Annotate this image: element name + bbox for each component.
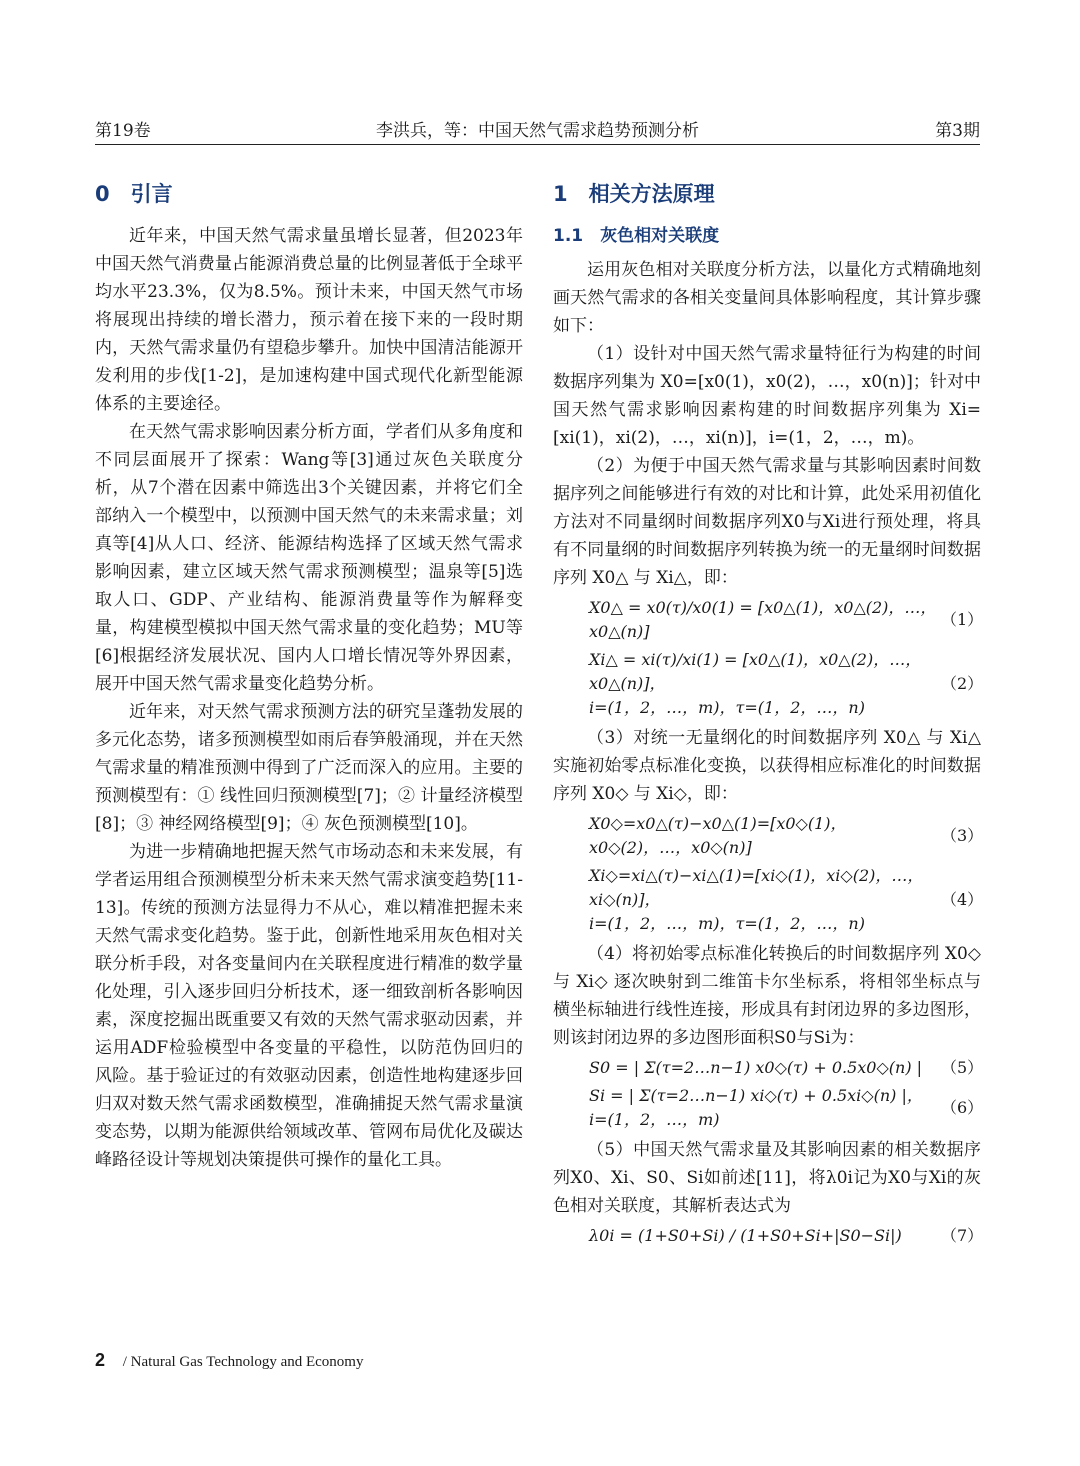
equation-expression [589, 648, 941, 720]
section-heading-introduction: 0 引言 [95, 182, 173, 206]
volume-label: 第19卷 [95, 121, 151, 141]
equation-line: i=(1，2，…，m)，τ=(1，2，…，n) [589, 914, 865, 933]
equation-number: （7） [941, 1226, 984, 1245]
equation-line: Xi△ = xi(τ)/xi(1) = [x0△(1)，x0△(2)，…，x0△(n)]， [589, 650, 922, 693]
equation-number: （1） [941, 610, 984, 629]
equation-2 [553, 648, 984, 720]
journal-name: / Natural Gas Technology and Economy [122, 1354, 364, 1370]
equation-expression: S0 = | Σ(τ=2…n−1) x0◇(τ) + 0.5x0◇(n) | [589, 1058, 923, 1077]
method-paragraph: （2）为便于中国天然气需求量与其影响因素时间数据序列之间能够进行有效的对比和计算，此处采用初值化方法对不同量纲时间数据序列X0与Xi进行预处理，将具有不同量纲的时间数据序列转换为统一的无量纲时间数据序列 X0△ 与 Xi△，即： [553, 456, 981, 588]
left-column [95, 176, 523, 1174]
intro-paragraph: 为进一步精确地把握天然气市场动态和未来发展，有学者运用组合预测模型分析未来天然气需求演变趋势[11-13]。传统的预测方法显得力不从心，难以精准把握未来天然气需求变化趋势。鉴于此，创新性地采用灰色相对关联分析手段，对各变量间内在关联程度进行精准的数学量化处理，引入逐步回归分析技术，逐一细致剖析各影响因素，深度挖掘出既重要又有效的天然气需求驱动因素，并运用ADF检验模型中各变量的平稳性，以防范伪回归的风险。基于验证过的有效驱动因素，创造性地构建逐步回归双对数天然气需求函数模型，准确捕捉天然气需求量演变态势，以期为能源供给领域改革、管网布局优化及碳达峰路径设计等规划决策提供可操作的量化工具。 [95, 842, 523, 1170]
method-paragraph: 运用灰色相对关联度分析方法，以量化方式精确地刻画天然气需求的各相关变量间具体影响程度，其计算步骤如下： [553, 260, 981, 336]
method-paragraph: （3）对统一无量纲化的时间数据序列 X0△ 与 Xi△ 实施初始零点标准化变换，以获得相应标准化的时间数据序列 X0◇ 与 Xi◇，即： [553, 728, 981, 804]
page-number: 2 [95, 1350, 106, 1370]
equation-line: i=(1，2，…，m)，τ=(1，2，…，n) [589, 698, 865, 717]
equation-1 [553, 596, 984, 644]
section-heading-methods: 1 相关方法原理 [553, 182, 715, 206]
equation-expression: X0△ = x0(τ)/x0(1) = [x0△(1)，x0△(2)，…，x0△(n)] [589, 598, 937, 641]
equation-expression [589, 864, 941, 936]
issue-label: 第3期 [935, 121, 980, 141]
equation-4 [553, 864, 984, 936]
equation-number: （6） [941, 1098, 984, 1117]
equation-5 [553, 1056, 984, 1080]
equation-number: （4） [941, 890, 984, 909]
running-header [95, 110, 980, 145]
subsection-heading: 1.1 灰色相对关联度 [553, 226, 720, 246]
equation-line: Xi◇=xi△(τ)−xi△(1)=[xi◇(1)，xi◇(2)，…，xi◇(n)]， [589, 866, 924, 909]
method-paragraph: （1）设针对中国天然气需求量特征行为构建的时间数据序列集为 X0=[x0(1)，x0(2)，…，x0(n)]；针对中国天然气需求影响因素构建的时间数据序列集为 Xi=[xi(1)，xi(2)，…，xi(n)]，i=(1，2，…，m)。 [553, 344, 981, 448]
method-paragraph: （4）将初始零点标准化转换后的时间数据序列 X0◇ 与 Xi◇ 逐次映射到二维笛卡尔坐标系，将相邻坐标点与横坐标轴进行线性连接，形成具有封闭边界的多边图形，则该封闭边界的多边图形面积S0与Si为： [553, 944, 981, 1048]
equation-number: （3） [941, 826, 984, 845]
right-column [553, 176, 984, 1252]
intro-paragraph: 近年来，中国天然气需求量虽增长显著，但2023年中国天然气消费量占能源消费总量的比例显著低于全球平均水平23.3%，仅为8.5%。预计未来，中国天然气市场将展现出持续的增长潜力，预示着在接下来的一段时期内，天然气需求量仍有望稳步攀升。加快中国清洁能源开发利用的步伐[1-2]，是加速构建中国式现代化新型能源体系的主要途径。 [95, 226, 523, 414]
article-running-title: 李洪兵，等：中国天然气需求趋势预测分析 [376, 121, 699, 141]
equation-7 [553, 1224, 984, 1248]
intro-paragraph: 近年来，对天然气需求预测方法的研究呈蓬勃发展的多元化态势，诸多预测模型如雨后春笋般涌现，并在天然气需求量的精准预测中得到了广泛而深入的应用。主要的预测模型有：① 线性回归预测模型[7]；② 计量经济模型[8]；③ 神经网络模型[9]；④ 灰色预测模型[10]。 [95, 702, 523, 834]
page-footer [95, 1350, 363, 1371]
equation-number: （5） [941, 1058, 984, 1077]
equation-number: （2） [941, 674, 984, 693]
equation-6 [553, 1084, 984, 1132]
method-paragraph: （5）中国天然气需求量及其影响因素的相关数据序列X0、Xi、S0、Si如前述[11]，将λ0i记为X0与Xi的灰色相对关联度，其解析表达式为 [553, 1140, 981, 1216]
intro-paragraph: 在天然气需求影响因素分析方面，学者们从多角度和不同层面展开了探索：Wang等[3]通过灰色关联度分析，从7个潜在因素中筛选出3个关键因素，并将它们全部纳入一个模型中，以预测中国天然气的未来需求量；刘真等[4]从人口、经济、能源结构选择了区域天然气需求影响因素，建立区域天然气需求预测模型；温泉等[5]选取人口、GDP、产业结构、能源消费量等作为解释变量，构建模型模拟中国天然气需求量的变化趋势；MU等[6]根据经济发展状况、国内人口增长情况等外界因素，展开中国天然气需求量变化趋势分析。 [95, 422, 523, 694]
equation-expression: X0◇=x0△(τ)−x0△(1)=[x0◇(1)，x0◇(2)，…，x0◇(n)] [589, 814, 847, 857]
equation-3 [553, 812, 984, 860]
equation-expression: λ0i = (1+S0+Si) / (1+S0+Si+|S0−Si|) [589, 1226, 902, 1245]
equation-expression: Si = | Σ(τ=2…n−1) xi◇(τ) + 0.5xi◇(n) |，i=(1，2，…，m) [589, 1086, 923, 1129]
